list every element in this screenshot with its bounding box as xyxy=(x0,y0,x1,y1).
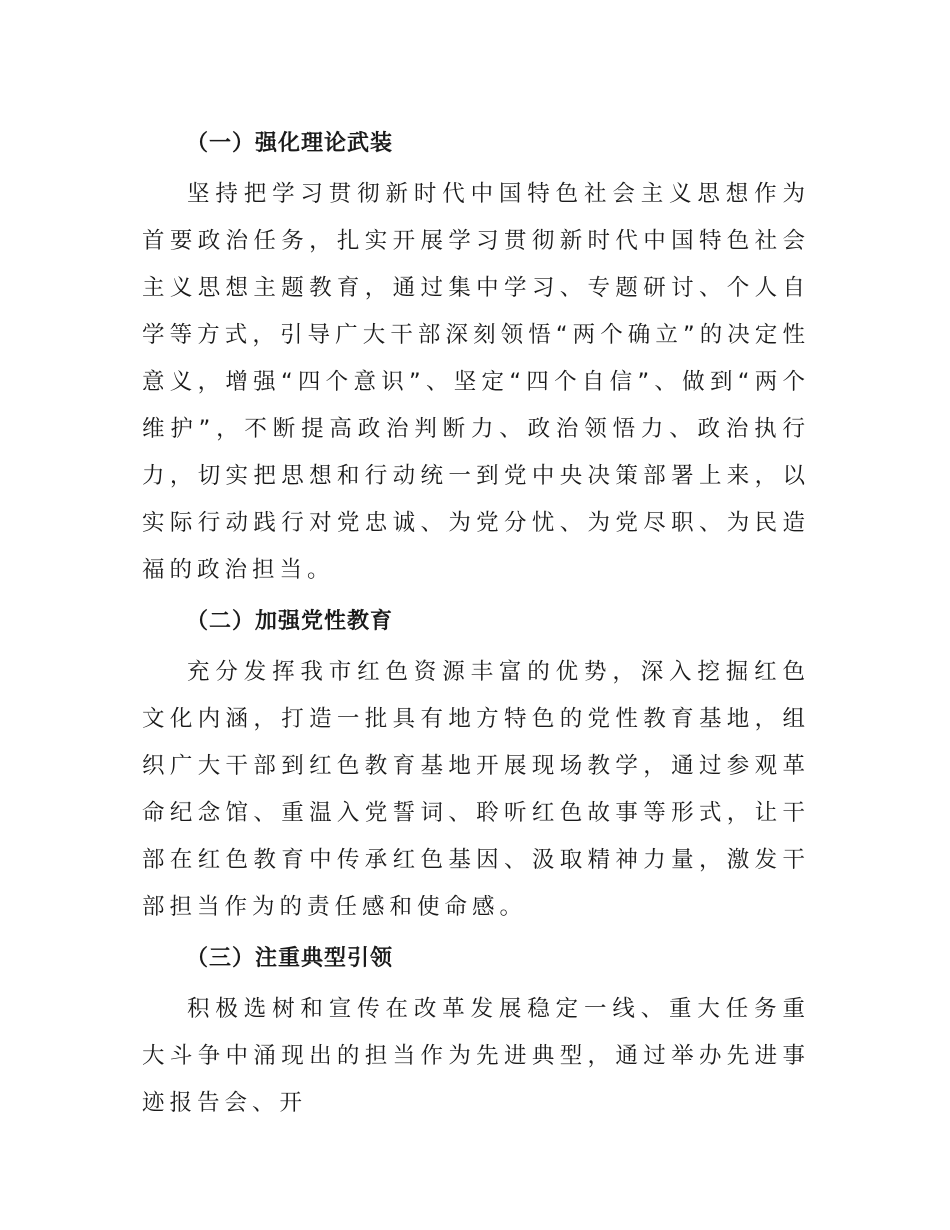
section-paragraph-2: 充分发挥我市红色资源丰富的优势，深入挖掘红色文化内涵，打造一批具有地方特色的党性教育基地，组织广大干部到红色教育基地开展现场教学，通过参观革命纪念馆、重温入党誓词、聆听红色故事等形式，让干部在红色教育中传承红色基因、汲取精神力量，激发干部担当作为的责任感和使命感。 xyxy=(142,659,810,920)
section-heading-2: （二）加强党性教育 xyxy=(186,609,394,634)
section-paragraph-1: 坚持把学习贯彻新时代中国特色社会主义思想作为首要政治任务，扎实开展学习贯彻新时代中国特色社会主义思想主题教育，通过集中学习、专题研讨、个人自学等方式，引导广大干部深刻领悟“两个确立”的决定性意义，增强“四个意识”、坚定“四个自信”、做到“两个维护”，不断提高政治判断力、政治领悟力、政治执行力，切实把思想和行动统一到党中央决策部署上来，以实际行动践行对党忠诚、为党分忧、为党尽职、为民造福的政治担当。 xyxy=(142,181,810,583)
section-paragraph-3: 积极选树和宣传在改革发展稳定一线、重大任务重大斗争中涌现出的担当作为先进典型，通过举办先进事迹报告会、开 xyxy=(142,996,810,1116)
section-heading-1: （一）强化理论武装 xyxy=(186,131,394,156)
section-heading-3: （三）注重典型引领 xyxy=(186,946,394,971)
document-body xyxy=(142,120,810,1127)
